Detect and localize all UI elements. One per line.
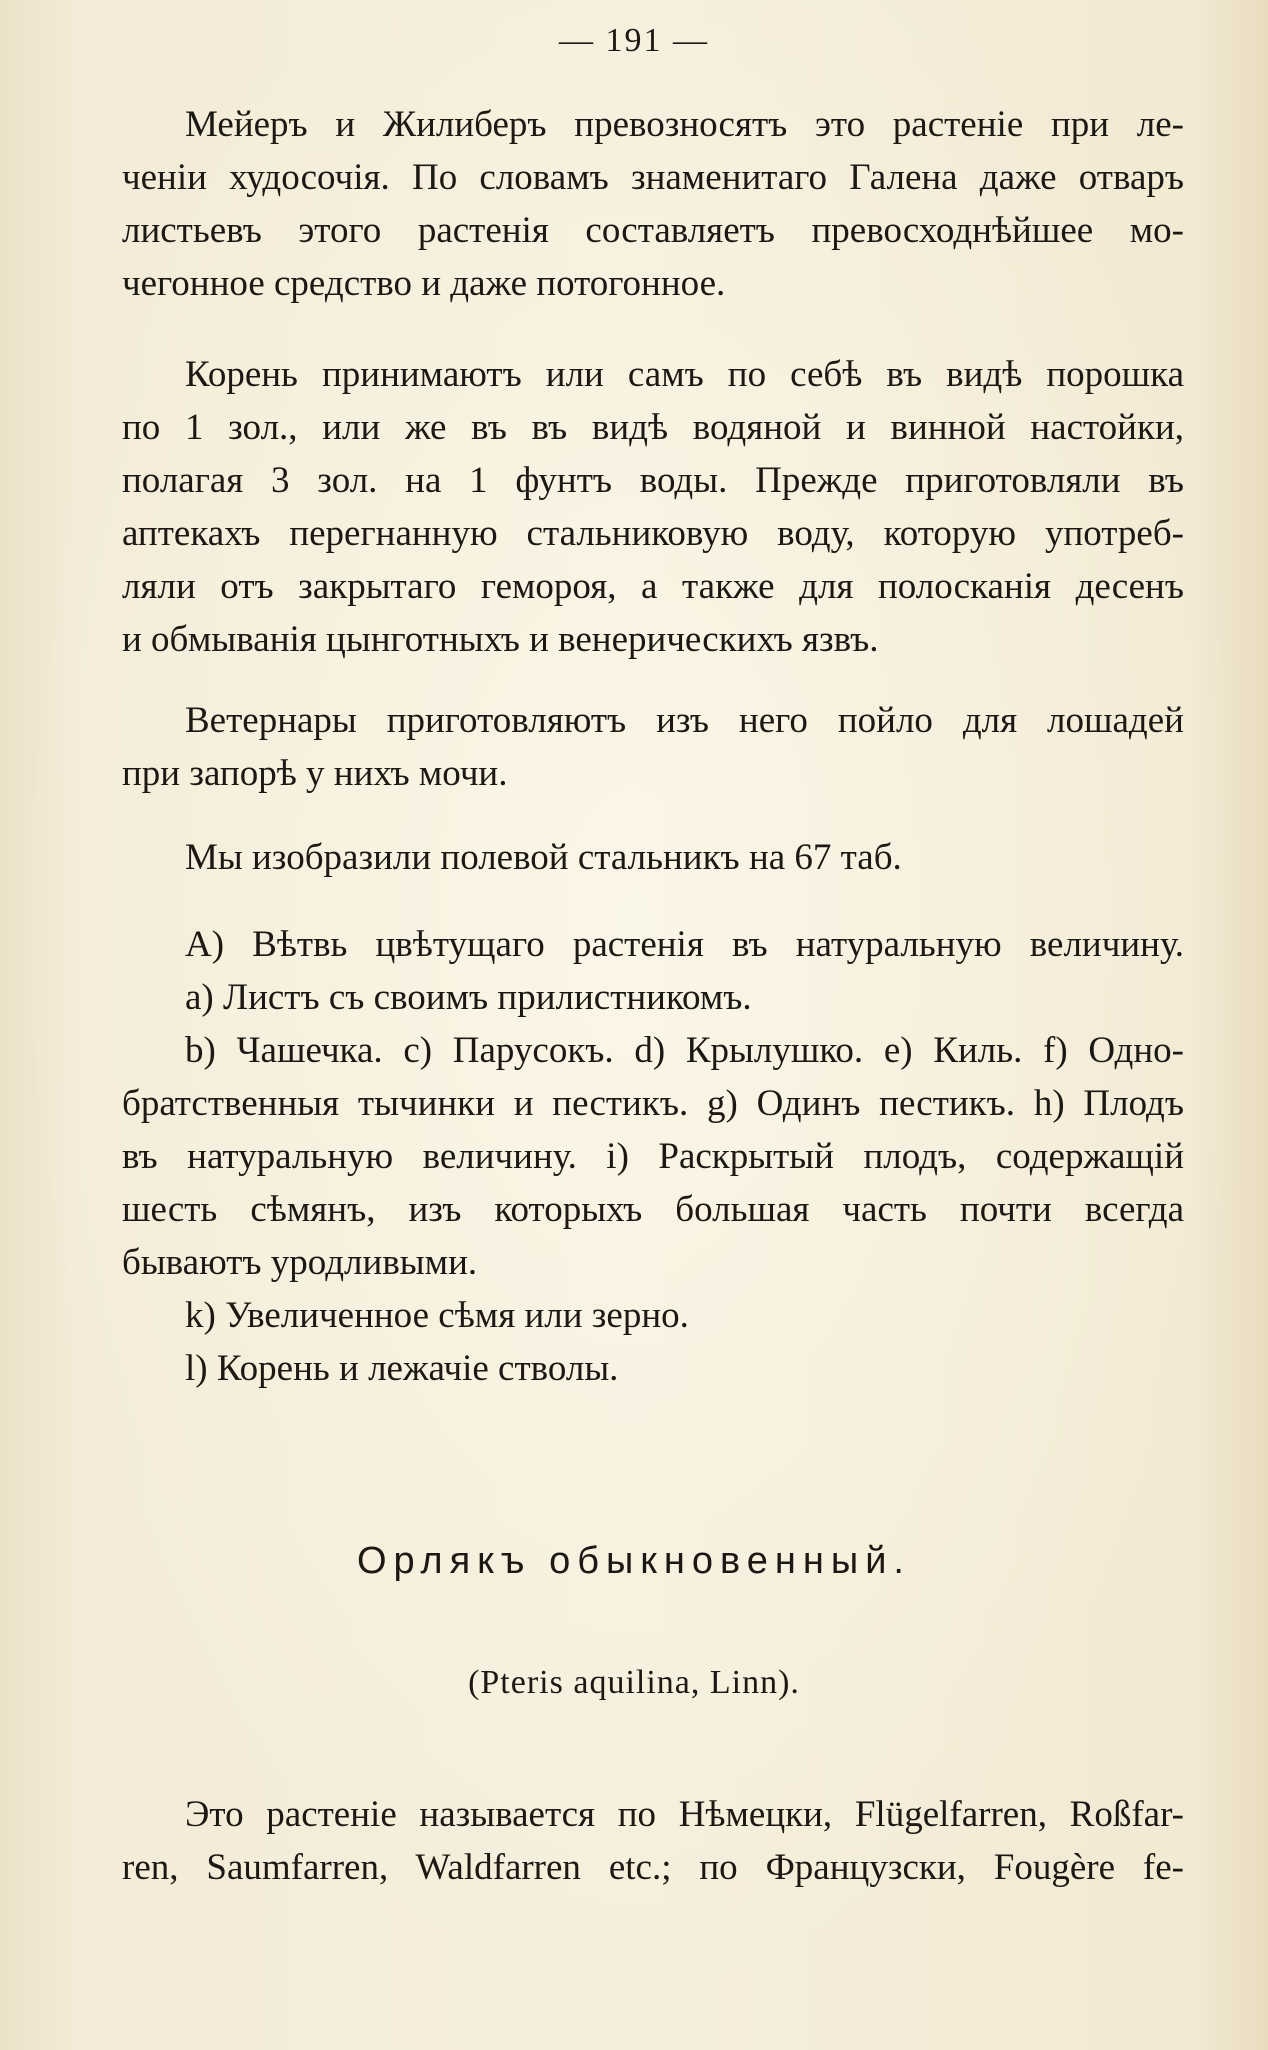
text-line: Мейеръ и Жилиберъ превозносятъ это растеніе при ле- <box>185 104 1184 145</box>
paragraph-4 <box>122 831 1184 884</box>
section-title: Орлякъ обыкновенный. <box>357 1540 911 1582</box>
text-line: и обмыванія цынготныхъ и венерическихъ язвъ. <box>122 619 879 660</box>
legend-item-A: А) Вѣтвь цвѣтущаго растенія въ натуральную величину. <box>185 924 1184 965</box>
legend-item-b: b) Чашечка. c) Парусокъ. d) Крылушко. e) Киль. f) Одно- <box>185 1030 1184 1071</box>
paragraph-1 <box>122 98 1184 310</box>
text-line: братственныя тычинки и пестикъ. g) Одинъ пестикъ. h) Плодъ <box>122 1083 1184 1124</box>
text-line: въ натуральную величину. i) Раскрытый плодъ, содержащій <box>122 1136 1184 1177</box>
text-line: Это растеніе называется по Нѣмецки, Flügelfarren, Roßfar- <box>185 1794 1184 1835</box>
paragraph-5 <box>122 1788 1184 1894</box>
text-line: Ветернары приготовляютъ изъ него пойло для лошадей <box>185 700 1184 741</box>
text-line: ченіи худосочія. По словамъ знаменитаго Галена даже отваръ <box>122 157 1184 198</box>
legend-item-l: l) Корень и лежачіе стволы. <box>185 1348 619 1389</box>
text-line: аптекахъ перегнанную стальниковую воду, которую употреб- <box>122 513 1184 554</box>
text-line: бываютъ уродливыми. <box>122 1242 478 1283</box>
latin-name: (Pteris aquilina, Linn). <box>468 1664 800 1701</box>
text-line: чегонное средство и даже потогонное. <box>122 263 726 304</box>
paragraph-2 <box>122 348 1184 666</box>
paragraph-3 <box>122 694 1184 800</box>
legend-item-a: а) Листъ съ своимъ прилистникомъ. <box>185 977 752 1018</box>
text-line: шесть сѣмянъ, изъ которыхъ большая часть почти всегда <box>122 1189 1184 1230</box>
legend-item-k: k) Увеличенное сѣмя или зерно. <box>185 1295 689 1336</box>
text-line: по 1 зол., или же въ въ видѣ водяной и винной настойки, <box>122 407 1184 448</box>
plate-legend <box>122 918 1184 1395</box>
text-line: Корень принимаютъ или самъ по себѣ въ видѣ порошка <box>185 354 1184 395</box>
text-line: ляли отъ закрытаго гемороя, а также для полосканія десенъ <box>122 566 1184 607</box>
text-line: ren, Saumfarren, Waldfarren etc.; по Французски, Fougère fe- <box>122 1847 1184 1888</box>
text-line: полагая 3 зол. на 1 фунтъ воды. Прежде приготовляли въ <box>122 460 1184 501</box>
page-number: — 191 — <box>559 22 709 59</box>
text-line: листьевъ этого растенія составляетъ превосходнѣйшее мо- <box>122 210 1184 251</box>
text-line: Мы изобразили полевой стальникъ на 67 таб. <box>185 837 902 878</box>
text-line: при запорѣ у нихъ мочи. <box>122 753 508 794</box>
